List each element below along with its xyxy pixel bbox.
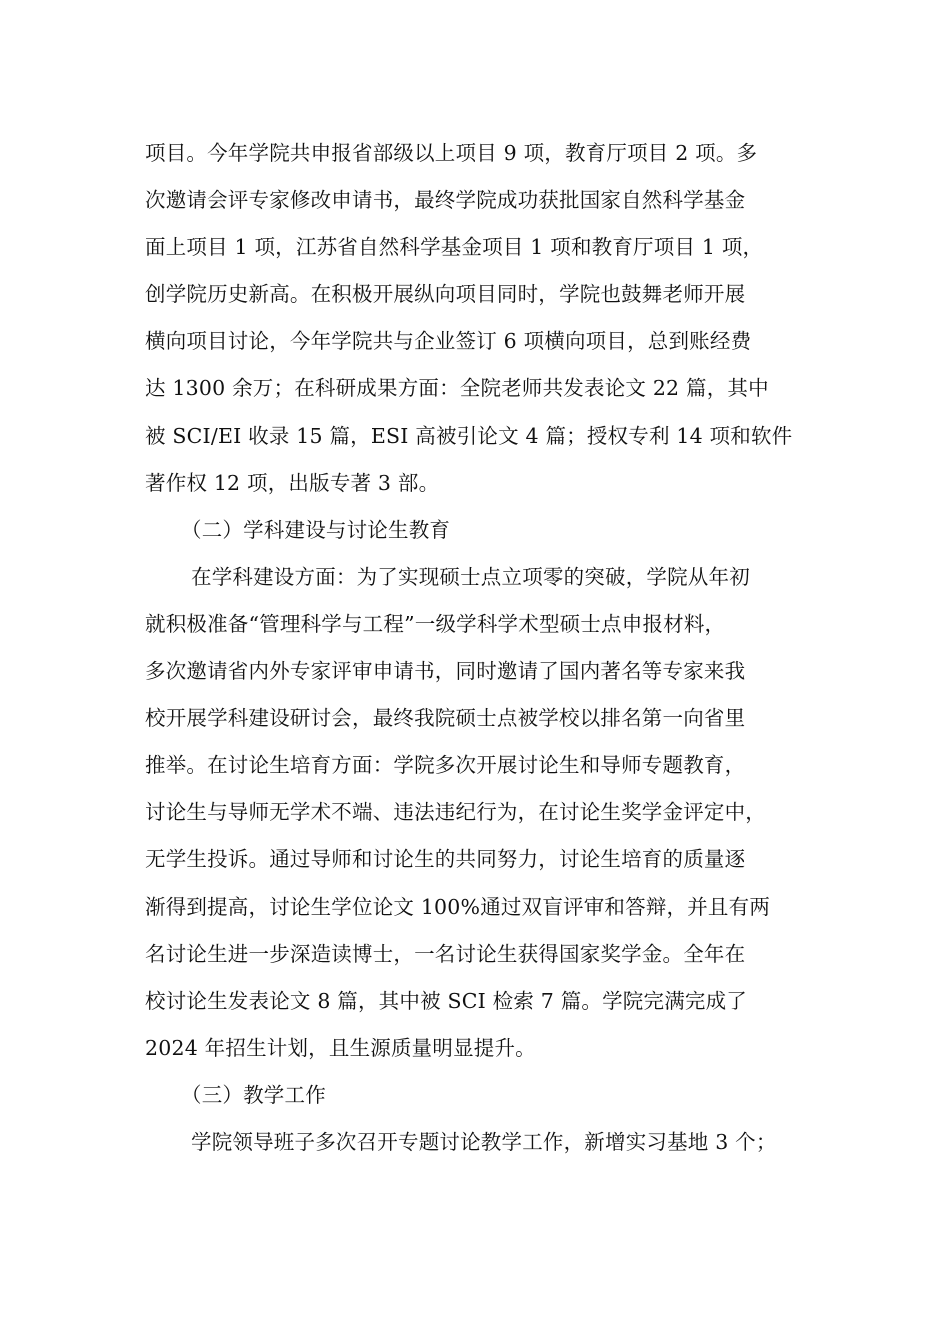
text-line: 面上项目 1 项，江苏省自然科学基金项目 1 项和教育厅项目 1 项， <box>145 235 764 260</box>
text-line: 创学院历史新高。在积极开展纵向项目同时，学院也鼓舞老师开展 <box>145 282 746 307</box>
text-line: 就积极准备“管理科学与工程”一级学科学术型硕士点申报材料， <box>145 611 726 636</box>
text-line: 讨论生与导师无学术不端、违法违纪行为，在讨论生奖学金评定中， <box>145 800 766 825</box>
section-heading-3: （三）教学工作 <box>181 1082 326 1107</box>
text-line: 校讨论生发表论文 8 篇，其中被 SCI 检索 7 篇。学院完满完成了 <box>145 988 748 1013</box>
paragraph-start-line: 在学科建设方面：为了实现硕士点立项零的突破，学院从年初 <box>191 564 750 589</box>
text-line: 推举。在讨论生培育方面：学院多次开展讨论生和导师专题教育， <box>145 753 746 778</box>
text-line: 多次邀请省内外专家评审申请书，同时邀请了国内著名等专家来我 <box>145 659 746 684</box>
text-line: 达 1300 余万；在科研成果方面：全院老师共发表论文 22 篇，其中 <box>145 376 769 401</box>
text-line: 横向项目讨论，今年学院共与企业签订 6 项横向项目，总到账经费 <box>145 329 752 354</box>
text-line: 2024 年招生计划，且生源质量明显提升。 <box>145 1035 536 1060</box>
text-line: 渐得到提高，讨论生学位论文 100%通过双盲评审和答辩，并且有两 <box>145 894 771 919</box>
text-line: 无学生投诉。通过导师和讨论生的共同努力，讨论生培育的质量逐 <box>145 847 746 872</box>
section-heading-2: （二）学科建设与讨论生教育 <box>181 517 451 542</box>
text-line: 次邀请会评专家修改申请书，最终学院成功获批国家自然科学基金 <box>145 188 746 213</box>
text-line: 名讨论生进一步深造读博士，一名讨论生获得国家奖学金。全年在 <box>145 941 746 966</box>
text-line: 校开展学科建设研讨会，最终我院硕士点被学校以排名第一向省里 <box>145 706 746 731</box>
document-body <box>145 130 825 1166</box>
text-line: 著作权 12 项，出版专著 3 部。 <box>145 470 440 495</box>
text-line: 被 SCI/EI 收录 15 篇，ESI 高被引论文 4 篇；授权专利 14 项和软件 <box>145 423 793 448</box>
paragraph-start-line: 学院领导班子多次召开专题讨论教学工作，新增实习基地 3 个； <box>191 1129 777 1154</box>
text-line: 项目。今年学院共申报省部级以上项目 9 项，教育厅项目 2 项。多 <box>145 141 758 165</box>
